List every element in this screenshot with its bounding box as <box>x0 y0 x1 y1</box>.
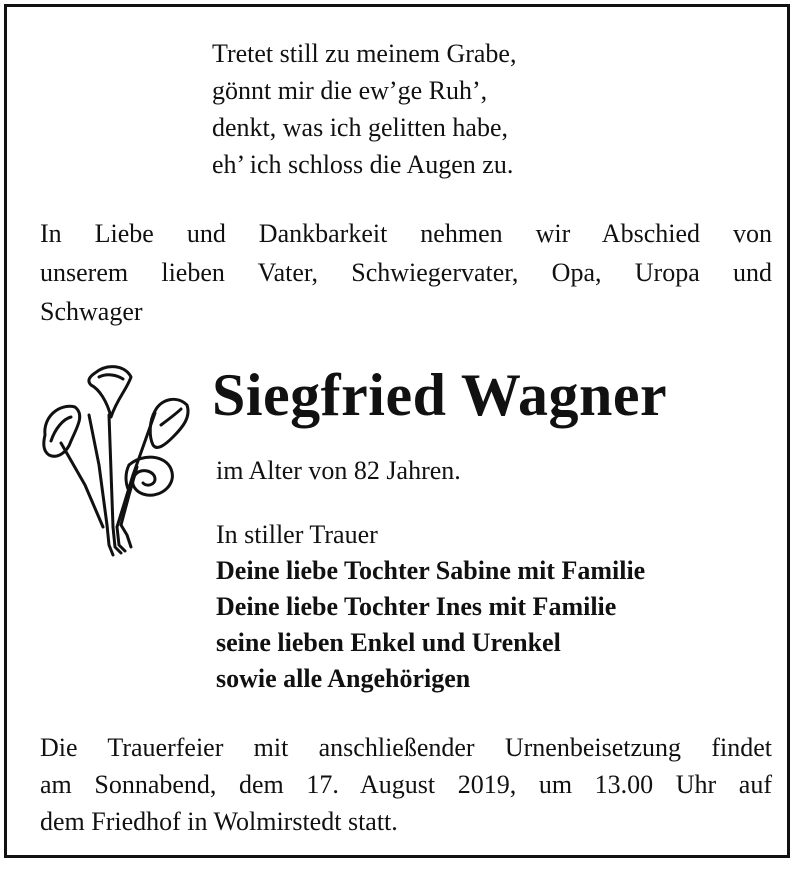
mourners-heading: In stiller Trauer <box>216 520 378 549</box>
obituary-frame <box>4 4 790 858</box>
intro-paragraph <box>40 214 772 331</box>
mourner-entry: Deine liebe Tochter Ines mit Familie <box>216 592 617 621</box>
mourner-entry: seine lieben Enkel und Urenkel <box>216 628 561 657</box>
poem-line: eh’ ich schloss die Augen zu. <box>212 150 514 179</box>
poem-line: gönnt mir die ew’ge Ruh’, <box>212 76 488 105</box>
intro-line: unserem lieben Vater, Schwiegervater, Opa, Uropa und <box>40 258 772 287</box>
funeral-line: dem Friedhof in Wolmirstedt statt. <box>40 807 398 836</box>
calla-lily-flowers-icon <box>37 355 197 560</box>
intro-line: Schwager <box>40 297 143 326</box>
funeral-details <box>40 729 772 840</box>
funeral-line: am Sonnabend, dem 17. August 2019, um 13.00 Uhr auf <box>40 770 772 799</box>
intro-line: In Liebe und Dankbarkeit nehmen wir Abschied von <box>40 219 772 248</box>
funeral-line: Die Trauerfeier mit anschließender Urnenbeisetzung findet <box>40 733 772 762</box>
mourner-entry: Deine liebe Tochter Sabine mit Familie <box>216 556 646 585</box>
mourners-list <box>216 517 645 697</box>
poem-line: denkt, was ich gelitten habe, <box>212 113 509 142</box>
poem <box>212 35 516 183</box>
age-text: im Alter von 82 Jahren. <box>216 456 461 485</box>
mourner-entry: sowie alle Angehörigen <box>216 664 471 693</box>
deceased-name: Siegfried Wagner <box>212 362 668 428</box>
poem-line: Tretet still zu meinem Grabe, <box>212 39 517 68</box>
